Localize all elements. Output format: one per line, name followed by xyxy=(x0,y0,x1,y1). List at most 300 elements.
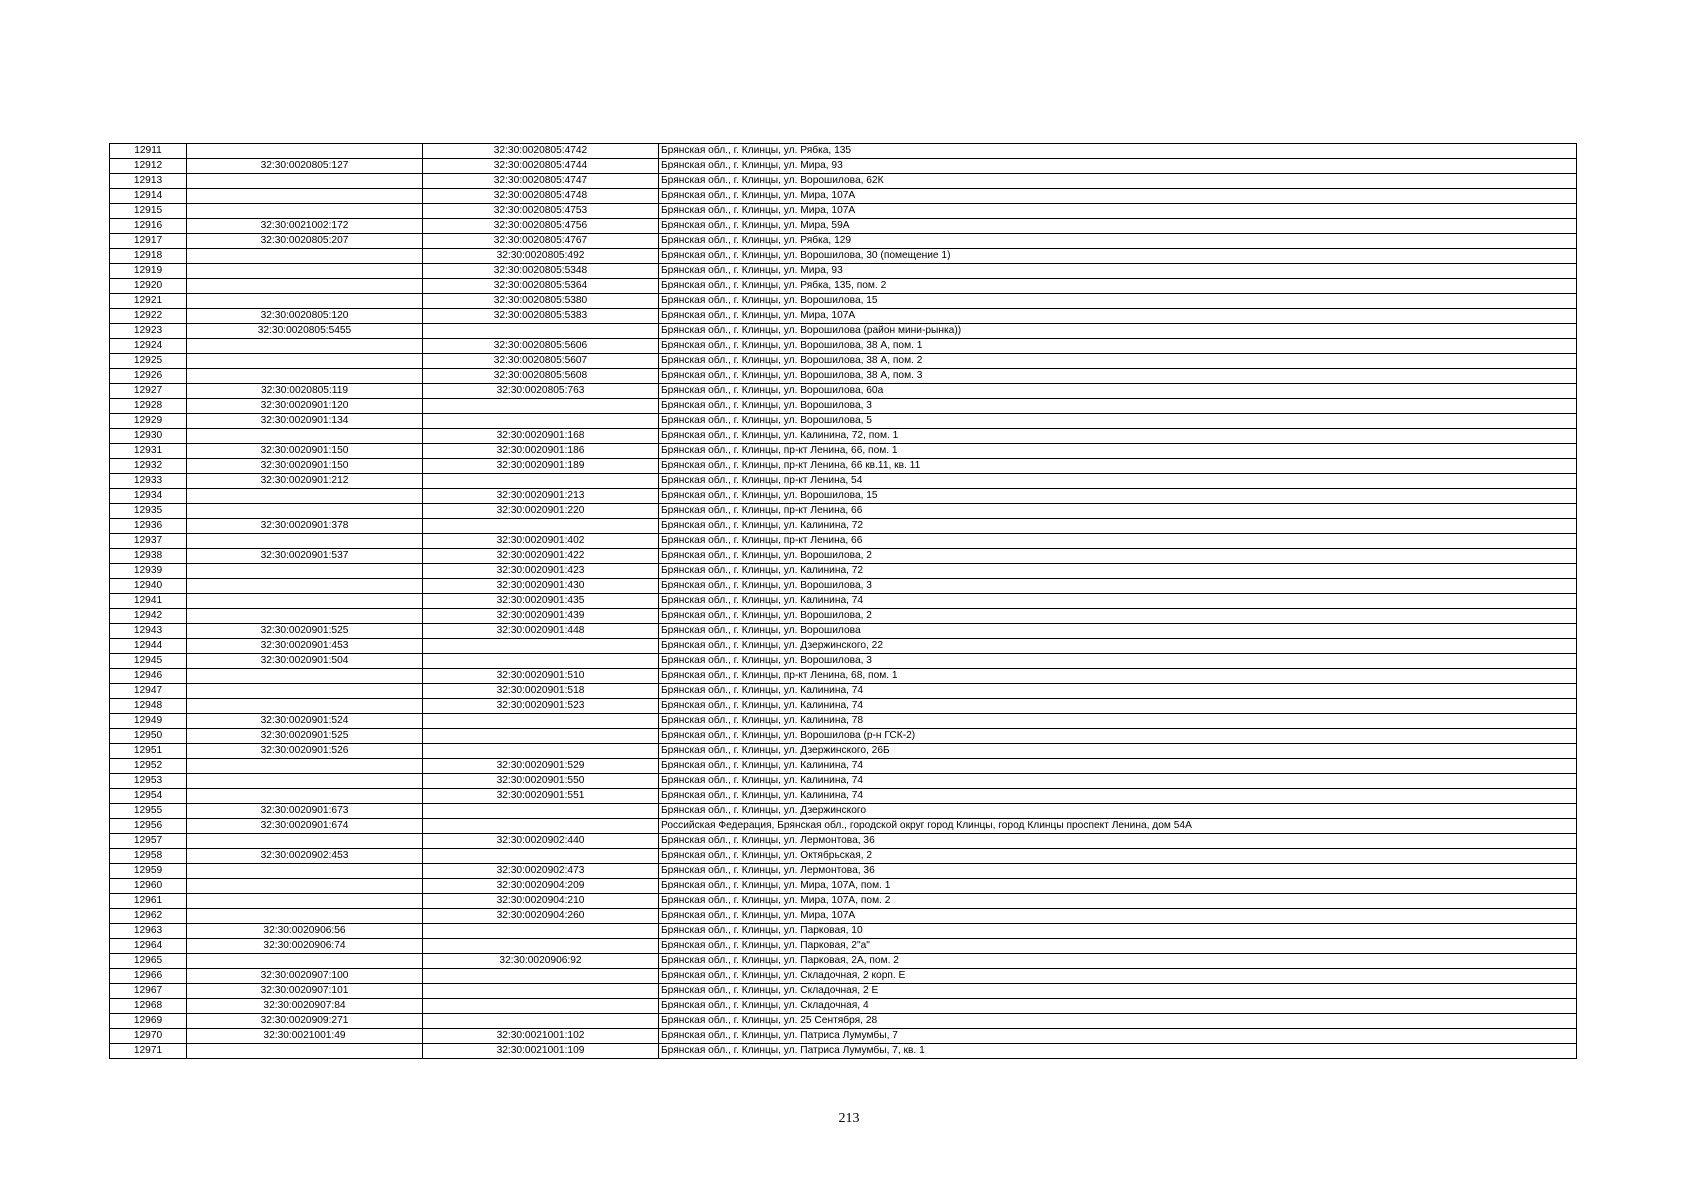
land-cadastral-number-cell xyxy=(187,699,423,714)
table-row xyxy=(110,189,1577,204)
table-row xyxy=(110,744,1577,759)
land-cadastral-number-cell: 32:30:0020901:453 xyxy=(187,639,423,654)
building-cadastral-number-cell: 32:30:0020805:5364 xyxy=(423,279,659,294)
building-cadastral-number-cell xyxy=(423,324,659,339)
table-row xyxy=(110,609,1577,624)
table-row xyxy=(110,999,1577,1014)
row-number-cell: 12955 xyxy=(110,804,187,819)
register-table-body xyxy=(110,144,1577,1059)
building-cadastral-number-cell xyxy=(423,1014,659,1029)
row-number-cell: 12930 xyxy=(110,429,187,444)
table-row xyxy=(110,339,1577,354)
building-cadastral-number-cell: 32:30:0020904:210 xyxy=(423,894,659,909)
table-row xyxy=(110,894,1577,909)
land-cadastral-number-cell xyxy=(187,894,423,909)
land-cadastral-number-cell xyxy=(187,909,423,924)
building-cadastral-number-cell xyxy=(423,414,659,429)
address-cell: Брянская обл., г. Клинцы, ул. Дзержинского xyxy=(659,804,1577,819)
land-cadastral-number-cell: 32:30:0020805:119 xyxy=(187,384,423,399)
row-number-cell: 12958 xyxy=(110,849,187,864)
building-cadastral-number-cell: 32:30:0020901:550 xyxy=(423,774,659,789)
land-cadastral-number-cell: 32:30:0020805:5455 xyxy=(187,324,423,339)
building-cadastral-number-cell: 32:30:0020901:430 xyxy=(423,579,659,594)
table-row xyxy=(110,969,1577,984)
row-number-cell: 12926 xyxy=(110,369,187,384)
table-row xyxy=(110,984,1577,999)
address-cell: Брянская обл., г. Клинцы, ул. Складочная, 2 корп. Е xyxy=(659,969,1577,984)
table-row xyxy=(110,489,1577,504)
row-number-cell: 12942 xyxy=(110,609,187,624)
address-cell: Брянская обл., г. Клинцы, ул. Ворошилова (р-н ГСК-2) xyxy=(659,729,1577,744)
table-row xyxy=(110,669,1577,684)
row-number-cell: 12954 xyxy=(110,789,187,804)
row-number-cell: 12936 xyxy=(110,519,187,534)
row-number-cell: 12941 xyxy=(110,594,187,609)
land-cadastral-number-cell: 32:30:0020901:150 xyxy=(187,459,423,474)
table-row xyxy=(110,459,1577,474)
row-number-cell: 12937 xyxy=(110,534,187,549)
address-cell: Брянская обл., г. Клинцы, ул. Калинина, 72 xyxy=(659,564,1577,579)
land-cadastral-number-cell: 32:30:0020805:120 xyxy=(187,309,423,324)
row-number-cell: 12952 xyxy=(110,759,187,774)
row-number-cell: 12961 xyxy=(110,894,187,909)
row-number-cell: 12919 xyxy=(110,264,187,279)
row-number-cell: 12946 xyxy=(110,669,187,684)
row-number-cell: 12944 xyxy=(110,639,187,654)
building-cadastral-number-cell: 32:30:0020901:510 xyxy=(423,669,659,684)
building-cadastral-number-cell: 32:30:0020902:473 xyxy=(423,864,659,879)
table-row xyxy=(110,534,1577,549)
row-number-cell: 12938 xyxy=(110,549,187,564)
table-row xyxy=(110,759,1577,774)
land-cadastral-number-cell: 32:30:0020901:378 xyxy=(187,519,423,534)
table-row xyxy=(110,729,1577,744)
table-row xyxy=(110,249,1577,264)
row-number-cell: 12915 xyxy=(110,204,187,219)
building-cadastral-number-cell xyxy=(423,969,659,984)
address-cell: Брянская обл., г. Клинцы, ул. Мира, 93 xyxy=(659,159,1577,174)
land-cadastral-number-cell: 32:30:0020901:134 xyxy=(187,414,423,429)
property-register-table xyxy=(109,143,1577,1059)
table-row xyxy=(110,789,1577,804)
table-row xyxy=(110,774,1577,789)
row-number-cell: 12962 xyxy=(110,909,187,924)
table-row xyxy=(110,204,1577,219)
row-number-cell: 12970 xyxy=(110,1029,187,1044)
address-cell: Брянская обл., г. Клинцы, ул. Калинина, 72, пом. 1 xyxy=(659,429,1577,444)
building-cadastral-number-cell xyxy=(423,714,659,729)
row-number-cell: 12920 xyxy=(110,279,187,294)
address-cell: Брянская обл., г. Клинцы, ул. Ворошилова, 60а xyxy=(659,384,1577,399)
building-cadastral-number-cell: 32:30:0020805:5348 xyxy=(423,264,659,279)
table-row xyxy=(110,144,1577,159)
address-cell: Брянская обл., г. Клинцы, ул. Ворошилова, 2 xyxy=(659,609,1577,624)
land-cadastral-number-cell xyxy=(187,1044,423,1059)
table-row xyxy=(110,579,1577,594)
row-number-cell: 12965 xyxy=(110,954,187,969)
address-cell: Брянская обл., г. Клинцы, ул. Ворошилова, 5 xyxy=(659,414,1577,429)
land-cadastral-number-cell xyxy=(187,249,423,264)
land-cadastral-number-cell xyxy=(187,759,423,774)
row-number-cell: 12949 xyxy=(110,714,187,729)
row-number-cell: 12950 xyxy=(110,729,187,744)
table-row xyxy=(110,1014,1577,1029)
address-cell: Брянская обл., г. Клинцы, пр-кт Ленина, 54 xyxy=(659,474,1577,489)
building-cadastral-number-cell: 32:30:0020805:5606 xyxy=(423,339,659,354)
table-row xyxy=(110,954,1577,969)
building-cadastral-number-cell: 32:30:0020904:209 xyxy=(423,879,659,894)
building-cadastral-number-cell xyxy=(423,399,659,414)
row-number-cell: 12939 xyxy=(110,564,187,579)
address-cell: Брянская обл., г. Клинцы, ул. Ворошилова, 3 xyxy=(659,579,1577,594)
building-cadastral-number-cell: 32:30:0020805:5380 xyxy=(423,294,659,309)
land-cadastral-number-cell: 32:30:0020805:207 xyxy=(187,234,423,249)
row-number-cell: 12943 xyxy=(110,624,187,639)
row-number-cell: 12963 xyxy=(110,924,187,939)
land-cadastral-number-cell xyxy=(187,354,423,369)
table-row xyxy=(110,399,1577,414)
building-cadastral-number-cell xyxy=(423,939,659,954)
building-cadastral-number-cell xyxy=(423,819,659,834)
land-cadastral-number-cell xyxy=(187,954,423,969)
address-cell: Брянская обл., г. Клинцы, ул. Ворошилова, 3 xyxy=(659,399,1577,414)
building-cadastral-number-cell xyxy=(423,729,659,744)
building-cadastral-number-cell: 32:30:0020901:523 xyxy=(423,699,659,714)
building-cadastral-number-cell: 32:30:0020901:168 xyxy=(423,429,659,444)
building-cadastral-number-cell xyxy=(423,984,659,999)
row-number-cell: 12935 xyxy=(110,504,187,519)
address-cell: Брянская обл., г. Клинцы, ул. Ворошилова, 38 А, пом. 3 xyxy=(659,369,1577,384)
address-cell: Брянская обл., г. Клинцы, ул. Лермонтова, 36 xyxy=(659,834,1577,849)
address-cell: Брянская обл., г. Клинцы, пр-кт Ленина, 66 xyxy=(659,534,1577,549)
building-cadastral-number-cell: 32:30:0020901:422 xyxy=(423,549,659,564)
land-cadastral-number-cell: 32:30:0020901:525 xyxy=(187,729,423,744)
table-row xyxy=(110,849,1577,864)
land-cadastral-number-cell: 32:30:0020907:101 xyxy=(187,984,423,999)
building-cadastral-number-cell: 32:30:0021001:102 xyxy=(423,1029,659,1044)
land-cadastral-number-cell xyxy=(187,189,423,204)
table-row xyxy=(110,384,1577,399)
building-cadastral-number-cell: 32:30:0020901:220 xyxy=(423,504,659,519)
address-cell: Брянская обл., г. Клинцы, ул. Дзержинского, 22 xyxy=(659,639,1577,654)
table-row xyxy=(110,504,1577,519)
building-cadastral-number-cell: 32:30:0020901:448 xyxy=(423,624,659,639)
row-number-cell: 12931 xyxy=(110,444,187,459)
row-number-cell: 12918 xyxy=(110,249,187,264)
land-cadastral-number-cell: 32:30:0020901:150 xyxy=(187,444,423,459)
row-number-cell: 12960 xyxy=(110,879,187,894)
building-cadastral-number-cell: 32:30:0020805:5383 xyxy=(423,309,659,324)
land-cadastral-number-cell xyxy=(187,174,423,189)
address-cell: Брянская обл., г. Клинцы, ул. Мира, 107А, пом. 1 xyxy=(659,879,1577,894)
land-cadastral-number-cell xyxy=(187,279,423,294)
building-cadastral-number-cell: 32:30:0020901:529 xyxy=(423,759,659,774)
building-cadastral-number-cell: 32:30:0020805:4756 xyxy=(423,219,659,234)
building-cadastral-number-cell: 32:30:0020805:5607 xyxy=(423,354,659,369)
row-number-cell: 12966 xyxy=(110,969,187,984)
table-row xyxy=(110,924,1577,939)
address-cell: Брянская обл., г. Клинцы, ул. Мира, 107А, пом. 2 xyxy=(659,894,1577,909)
table-row xyxy=(110,594,1577,609)
row-number-cell: 12912 xyxy=(110,159,187,174)
building-cadastral-number-cell xyxy=(423,849,659,864)
table-row xyxy=(110,909,1577,924)
land-cadastral-number-cell: 32:30:0020901:120 xyxy=(187,399,423,414)
land-cadastral-number-cell xyxy=(187,864,423,879)
building-cadastral-number-cell: 32:30:0020902:440 xyxy=(423,834,659,849)
land-cadastral-number-cell: 32:30:0020901:526 xyxy=(187,744,423,759)
land-cadastral-number-cell xyxy=(187,369,423,384)
page-number: 213 xyxy=(838,1111,860,1126)
table-row xyxy=(110,414,1577,429)
row-number-cell: 12913 xyxy=(110,174,187,189)
land-cadastral-number-cell xyxy=(187,429,423,444)
row-number-cell: 12948 xyxy=(110,699,187,714)
land-cadastral-number-cell: 32:30:0020901:212 xyxy=(187,474,423,489)
address-cell: Брянская обл., г. Клинцы, ул. Мира, 93 xyxy=(659,264,1577,279)
land-cadastral-number-cell xyxy=(187,684,423,699)
building-cadastral-number-cell: 32:30:0020805:4742 xyxy=(423,144,659,159)
row-number-cell: 12971 xyxy=(110,1044,187,1059)
building-cadastral-number-cell xyxy=(423,519,659,534)
row-number-cell: 12953 xyxy=(110,774,187,789)
row-number-cell: 12928 xyxy=(110,399,187,414)
address-cell: Брянская обл., г. Клинцы, ул. Калинина, 74 xyxy=(659,699,1577,714)
address-cell: Брянская обл., г. Клинцы, ул. Ворошилова, 15 xyxy=(659,294,1577,309)
building-cadastral-number-cell xyxy=(423,924,659,939)
land-cadastral-number-cell: 32:30:0020901:674 xyxy=(187,819,423,834)
land-cadastral-number-cell xyxy=(187,774,423,789)
land-cadastral-number-cell xyxy=(187,669,423,684)
table-row xyxy=(110,174,1577,189)
land-cadastral-number-cell xyxy=(187,264,423,279)
row-number-cell: 12932 xyxy=(110,459,187,474)
building-cadastral-number-cell: 32:30:0020906:92 xyxy=(423,954,659,969)
address-cell: Брянская обл., г. Клинцы, ул. Ворошилова, 3 xyxy=(659,654,1577,669)
row-number-cell: 12969 xyxy=(110,1014,187,1029)
table-row xyxy=(110,519,1577,534)
address-cell: Брянская обл., г. Клинцы, ул. Рябка, 135 xyxy=(659,144,1577,159)
address-cell: Брянская обл., г. Клинцы, ул. Калинина, 74 xyxy=(659,774,1577,789)
building-cadastral-number-cell: 32:30:0021001:109 xyxy=(423,1044,659,1059)
land-cadastral-number-cell xyxy=(187,204,423,219)
land-cadastral-number-cell: 32:30:0020901:524 xyxy=(187,714,423,729)
table-row xyxy=(110,234,1577,249)
address-cell: Брянская обл., г. Клинцы, ул. Рябка, 135, пом. 2 xyxy=(659,279,1577,294)
address-cell: Брянская обл., г. Клинцы, ул. Мира, 107А xyxy=(659,909,1577,924)
row-number-cell: 12957 xyxy=(110,834,187,849)
building-cadastral-number-cell xyxy=(423,744,659,759)
land-cadastral-number-cell xyxy=(187,594,423,609)
land-cadastral-number-cell xyxy=(187,294,423,309)
table-row xyxy=(110,714,1577,729)
address-cell: Брянская обл., г. Клинцы, ул. Ворошилова, 38 А, пом. 2 xyxy=(659,354,1577,369)
address-cell: Брянская обл., г. Клинцы, ул. Мира, 107А xyxy=(659,189,1577,204)
row-number-cell: 12947 xyxy=(110,684,187,699)
address-cell: Брянская обл., г. Клинцы, ул. Патриса Лумумбы, 7, кв. 1 xyxy=(659,1044,1577,1059)
row-number-cell: 12956 xyxy=(110,819,187,834)
row-number-cell: 12922 xyxy=(110,309,187,324)
land-cadastral-number-cell: 32:30:0020805:127 xyxy=(187,159,423,174)
table-row xyxy=(110,159,1577,174)
land-cadastral-number-cell xyxy=(187,504,423,519)
building-cadastral-number-cell: 32:30:0020805:4748 xyxy=(423,189,659,204)
table-row xyxy=(110,819,1577,834)
row-number-cell: 12927 xyxy=(110,384,187,399)
row-number-cell: 12929 xyxy=(110,414,187,429)
table-row xyxy=(110,864,1577,879)
row-number-cell: 12959 xyxy=(110,864,187,879)
land-cadastral-number-cell: 32:30:0020907:100 xyxy=(187,969,423,984)
address-cell: Брянская обл., г. Клинцы, ул. Мира, 59А xyxy=(659,219,1577,234)
table-row xyxy=(110,1029,1577,1044)
row-number-cell: 12916 xyxy=(110,219,187,234)
table-row xyxy=(110,324,1577,339)
address-cell: Брянская обл., г. Клинцы, ул. Парковая, 2А, пом. 2 xyxy=(659,954,1577,969)
row-number-cell: 12933 xyxy=(110,474,187,489)
building-cadastral-number-cell: 32:30:0020901:213 xyxy=(423,489,659,504)
address-cell: Брянская обл., г. Клинцы, ул. Калинина, 74 xyxy=(659,789,1577,804)
land-cadastral-number-cell: 32:30:0020902:453 xyxy=(187,849,423,864)
land-cadastral-number-cell xyxy=(187,609,423,624)
land-cadastral-number-cell xyxy=(187,789,423,804)
building-cadastral-number-cell: 32:30:0020901:423 xyxy=(423,564,659,579)
building-cadastral-number-cell: 32:30:0020901:518 xyxy=(423,684,659,699)
row-number-cell: 12945 xyxy=(110,654,187,669)
address-cell: Брянская обл., г. Клинцы, ул. Мира, 107А xyxy=(659,204,1577,219)
address-cell: Брянская обл., г. Клинцы, ул. 25 Сентября, 28 xyxy=(659,1014,1577,1029)
building-cadastral-number-cell: 32:30:0020901:551 xyxy=(423,789,659,804)
land-cadastral-number-cell: 32:30:0020906:56 xyxy=(187,924,423,939)
table-row xyxy=(110,279,1577,294)
table-row xyxy=(110,684,1577,699)
row-number-cell: 12911 xyxy=(110,144,187,159)
table-row xyxy=(110,654,1577,669)
building-cadastral-number-cell: 32:30:0020901:189 xyxy=(423,459,659,474)
land-cadastral-number-cell: 32:30:0021002:172 xyxy=(187,219,423,234)
address-cell: Брянская обл., г. Клинцы, ул. Ворошилова (район мини-рынка)) xyxy=(659,324,1577,339)
address-cell: Брянская обл., г. Клинцы, ул. Калинина, 78 xyxy=(659,714,1577,729)
row-number-cell: 12925 xyxy=(110,354,187,369)
table-row xyxy=(110,564,1577,579)
building-cadastral-number-cell: 32:30:0020805:5608 xyxy=(423,369,659,384)
address-cell: Брянская обл., г. Клинцы, пр-кт Ленина, 66, пом. 1 xyxy=(659,444,1577,459)
building-cadastral-number-cell: 32:30:0020901:402 xyxy=(423,534,659,549)
building-cadastral-number-cell xyxy=(423,804,659,819)
land-cadastral-number-cell xyxy=(187,144,423,159)
land-cadastral-number-cell xyxy=(187,579,423,594)
land-cadastral-number-cell: 32:30:0020901:537 xyxy=(187,549,423,564)
row-number-cell: 12951 xyxy=(110,744,187,759)
table-row xyxy=(110,879,1577,894)
building-cadastral-number-cell: 32:30:0020805:4753 xyxy=(423,204,659,219)
address-cell: Брянская обл., г. Клинцы, ул. Октябрьская, 2 xyxy=(659,849,1577,864)
address-cell: Брянская обл., г. Клинцы, ул. Ворошилова, 2 xyxy=(659,549,1577,564)
address-cell: Брянская обл., г. Клинцы, ул. Складочная, 4 xyxy=(659,999,1577,1014)
building-cadastral-number-cell: 32:30:0020901:435 xyxy=(423,594,659,609)
building-cadastral-number-cell: 32:30:0020904:260 xyxy=(423,909,659,924)
land-cadastral-number-cell xyxy=(187,489,423,504)
address-cell: Брянская обл., г. Клинцы, пр-кт Ленина, 68, пом. 1 xyxy=(659,669,1577,684)
row-number-cell: 12964 xyxy=(110,939,187,954)
row-number-cell: 12934 xyxy=(110,489,187,504)
land-cadastral-number-cell xyxy=(187,339,423,354)
address-cell: Брянская обл., г. Клинцы, ул. Ворошилова, 38 А, пом. 1 xyxy=(659,339,1577,354)
land-cadastral-number-cell: 32:30:0020909:271 xyxy=(187,1014,423,1029)
land-cadastral-number-cell: 32:30:0020901:673 xyxy=(187,804,423,819)
table-row xyxy=(110,444,1577,459)
table-row xyxy=(110,939,1577,954)
address-cell: Брянская обл., г. Клинцы, ул. Парковая, 2"а" xyxy=(659,939,1577,954)
land-cadastral-number-cell: 32:30:0020907:84 xyxy=(187,999,423,1014)
building-cadastral-number-cell xyxy=(423,639,659,654)
building-cadastral-number-cell xyxy=(423,654,659,669)
address-cell: Брянская обл., г. Клинцы, ул. Складочная, 2 Е xyxy=(659,984,1577,999)
row-number-cell: 12968 xyxy=(110,999,187,1014)
land-cadastral-number-cell: 32:30:0020901:525 xyxy=(187,624,423,639)
address-cell: Брянская обл., г. Клинцы, ул. Калинина, 74 xyxy=(659,684,1577,699)
table-row xyxy=(110,264,1577,279)
table-row xyxy=(110,474,1577,489)
building-cadastral-number-cell: 32:30:0020805:4767 xyxy=(423,234,659,249)
address-cell: Брянская обл., г. Клинцы, ул. Парковая, 10 xyxy=(659,924,1577,939)
land-cadastral-number-cell xyxy=(187,534,423,549)
row-number-cell: 12967 xyxy=(110,984,187,999)
address-cell: Брянская обл., г. Клинцы, пр-кт Ленина, 66 кв.11, кв. 11 xyxy=(659,459,1577,474)
land-cadastral-number-cell: 32:30:0020901:504 xyxy=(187,654,423,669)
row-number-cell: 12917 xyxy=(110,234,187,249)
table-row xyxy=(110,639,1577,654)
building-cadastral-number-cell xyxy=(423,999,659,1014)
address-cell: Брянская обл., г. Клинцы, ул. Лермонтова, 36 xyxy=(659,864,1577,879)
address-cell: Брянская обл., г. Клинцы, ул. Калинина, 74 xyxy=(659,759,1577,774)
land-cadastral-number-cell xyxy=(187,879,423,894)
table-row xyxy=(110,624,1577,639)
row-number-cell: 12914 xyxy=(110,189,187,204)
table-row xyxy=(110,834,1577,849)
address-cell: Брянская обл., г. Клинцы, ул. Дзержинского, 26Б xyxy=(659,744,1577,759)
building-cadastral-number-cell: 32:30:0020805:4747 xyxy=(423,174,659,189)
row-number-cell: 12921 xyxy=(110,294,187,309)
land-cadastral-number-cell: 32:30:0021001:49 xyxy=(187,1029,423,1044)
address-cell: Брянская обл., г. Клинцы, пр-кт Ленина, 66 xyxy=(659,504,1577,519)
address-cell: Брянская обл., г. Клинцы, ул. Ворошилова, 62К xyxy=(659,174,1577,189)
table-row xyxy=(110,219,1577,234)
building-cadastral-number-cell: 32:30:0020805:4744 xyxy=(423,159,659,174)
row-number-cell: 12924 xyxy=(110,339,187,354)
table-row xyxy=(110,369,1577,384)
address-cell: Брянская обл., г. Клинцы, ул. Калинина, 72 xyxy=(659,519,1577,534)
building-cadastral-number-cell: 32:30:0020901:186 xyxy=(423,444,659,459)
table-row xyxy=(110,429,1577,444)
table-row xyxy=(110,294,1577,309)
row-number-cell: 12940 xyxy=(110,579,187,594)
land-cadastral-number-cell xyxy=(187,834,423,849)
land-cadastral-number-cell xyxy=(187,564,423,579)
table-row xyxy=(110,1044,1577,1059)
address-cell: Российская Федерация, Брянская обл., городской округ город Клинцы, город Клинцы проспект Ленина, дом 54А xyxy=(659,819,1577,834)
table-row xyxy=(110,549,1577,564)
address-cell: Брянская обл., г. Клинцы, ул. Рябка, 129 xyxy=(659,234,1577,249)
building-cadastral-number-cell: 32:30:0020805:492 xyxy=(423,249,659,264)
table-row xyxy=(110,699,1577,714)
table-row xyxy=(110,354,1577,369)
address-cell: Брянская обл., г. Клинцы, ул. Ворошилова, 30 (помещение 1) xyxy=(659,249,1577,264)
building-cadastral-number-cell: 32:30:0020901:439 xyxy=(423,609,659,624)
building-cadastral-number-cell xyxy=(423,474,659,489)
building-cadastral-number-cell: 32:30:0020805:763 xyxy=(423,384,659,399)
address-cell: Брянская обл., г. Клинцы, ул. Ворошилова xyxy=(659,624,1577,639)
